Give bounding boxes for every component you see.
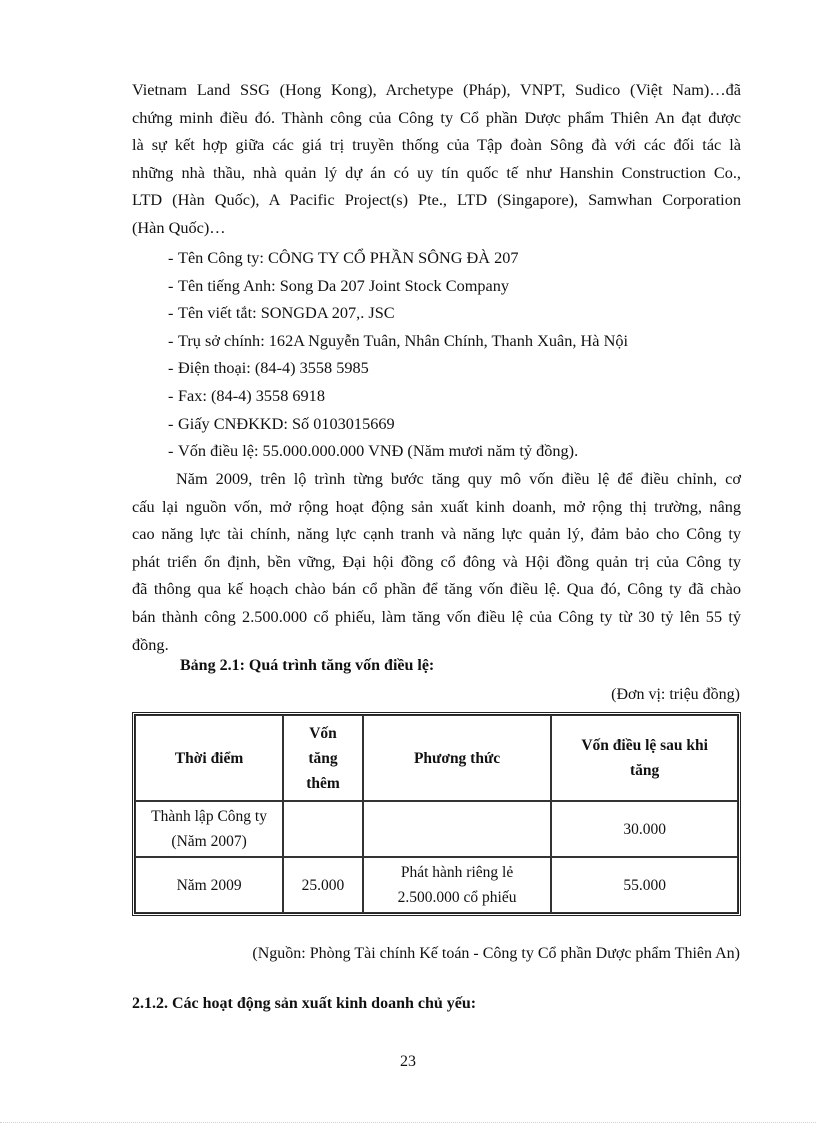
cell-added: 25.000: [283, 857, 363, 913]
company-info-item: - Vốn điều lệ: 55.000.000.000 VNĐ (Năm mươi năm tỷ đồng).: [168, 441, 579, 461]
intro-line: Vietnam Land SSG (Hong Kong), Archetype (Pháp), VNPT, Sudico (Việt Nam)…đã: [132, 80, 741, 99]
cell-time: Thành lập Công ty (Năm 2007): [135, 801, 283, 857]
paragraph-line: cao năng lực tài chính, năng lực cạnh tranh và năng lực quản lý, đảm bảo cho Công ty: [132, 524, 741, 544]
paragraph-line: cấu lại nguồn vốn, mở rộng hoạt động sản xuất kinh doanh, mở rộng thị trường, nâng: [132, 496, 741, 516]
intro-line: là sự kết hợp giữa các giá trị truyền thống của Tập đoàn Sông đà với các đối tác là: [132, 135, 741, 155]
capital-increase-paragraph: [132, 465, 741, 658]
table-row: [135, 801, 738, 857]
section-heading: 2.1.2. Các hoạt động sản xuất kinh doanh chủ yếu:: [132, 995, 477, 1012]
cell-after: 30.000: [551, 801, 738, 857]
paragraph-line: Năm 2009, trên lộ trình từng bước tăng quy mô vốn điều lệ để điều chỉnh, cơ: [176, 469, 741, 488]
cell-after: 55.000: [551, 857, 738, 913]
paragraph-line: phát triển ổn định, bền vững, Đại hội đồng cổ đông và Hội đồng quản trị của Công ty: [132, 551, 741, 571]
table-source: (Nguồn: Phòng Tài chính Kế toán - Công ty Cổ phần Dược phẩm Thiên An): [252, 945, 740, 962]
cell-added: [283, 801, 363, 857]
header-time: Thời điểm: [135, 715, 283, 801]
company-info-item: - Fax: (84-4) 3558 6918: [168, 385, 325, 405]
cell-method: Phát hành riêng lẻ 2.500.000 cổ phiếu: [363, 857, 552, 913]
company-info-item: - Điện thoại: (84-4) 3558 5985: [168, 358, 369, 378]
header-method: Phương thức: [363, 715, 552, 801]
company-info-item: - Tên Công ty: CÔNG TY CỔ PHẦN SÔNG ĐÀ 207: [168, 248, 519, 267]
intro-line: những nhà thầu, nhà quản lý dự án có uy tín quốc tế như Hanshin Construction Co.,: [132, 162, 741, 182]
table-unit: (Đơn vị: triệu đồng): [611, 686, 740, 703]
intro-line: LTD (Hàn Quốc), A Pacific Project(s) Pte., LTD (Singapore), Samwhan Corporation: [132, 190, 741, 210]
company-info-list: [168, 244, 628, 465]
intro-line: (Hàn Quốc)…: [132, 217, 226, 237]
company-info-item: - Giấy CNĐKKD: Số 0103015669: [168, 413, 395, 433]
cell-method: [363, 801, 552, 857]
cell-time: Năm 2009: [135, 857, 283, 913]
table-row: [135, 857, 738, 913]
header-after: Vốn điều lệ sau khi tăng: [551, 715, 738, 801]
page-number: 23: [400, 1053, 416, 1070]
table-header-row: [135, 715, 738, 801]
intro-line: chứng minh điều đó. Thành công của Công ty Cổ phần Dược phẩm Thiên An đạt được: [132, 107, 741, 127]
company-info-item: - Tên tiếng Anh: Song Da 207 Joint Stock Company: [168, 275, 510, 295]
capital-table: [132, 712, 741, 916]
paragraph-line: bán thành công 2.500.000 cổ phiếu, làm tăng vốn điều lệ của Công ty từ 30 tỷ lên 55 tỷ: [132, 606, 741, 626]
company-info-item: - Trụ sở chính: 162A Nguyễn Tuân, Nhân Chính, Thanh Xuân, Hà Nội: [168, 330, 629, 350]
table-caption: Bảng 2.1: Quá trình tăng vốn điều lệ:: [180, 657, 435, 674]
company-info-item: - Tên viết tắt: SONGDA 207,. JSC: [168, 303, 395, 323]
paragraph-line: đồng.: [132, 634, 169, 654]
intro-paragraph: [132, 76, 741, 242]
paragraph-line: đã thông qua kế hoạch chào bán cổ phần để tăng vốn điều lệ. Qua đó, Công ty đã chào: [132, 579, 741, 599]
header-added: Vốn tăng thêm: [283, 715, 363, 801]
